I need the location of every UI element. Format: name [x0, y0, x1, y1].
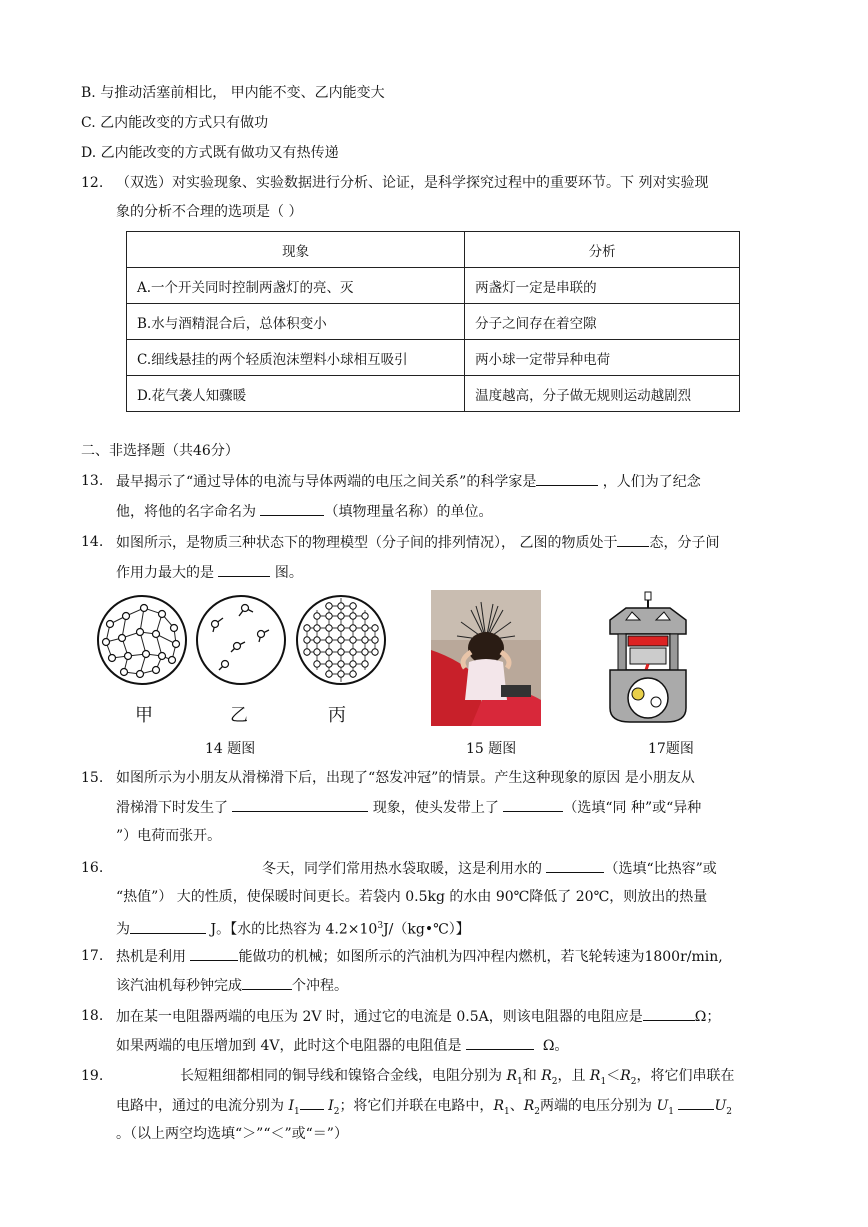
- answer-blank[interactable]: [130, 919, 206, 934]
- subscript: 2: [534, 1106, 540, 1117]
- q12-cell: B.水与酒精混合后，总体积变小: [127, 304, 465, 340]
- subscript: 1: [668, 1106, 674, 1117]
- subscript: 1: [600, 1076, 607, 1087]
- answer-blank[interactable]: [300, 1095, 324, 1110]
- q19-line1: [180, 1066, 734, 1092]
- q16-text: J。【水的比热容为 4.2×10: [210, 921, 378, 938]
- q18-text: 如果两端的电压增加到 4V，此时这个电阻器的电阻值是: [116, 1038, 462, 1054]
- r-symbol: R: [620, 1068, 631, 1084]
- table-row: [127, 376, 740, 412]
- q14-text: 作用力最大的是: [116, 565, 214, 581]
- q14-line1: [116, 532, 719, 553]
- q19-text: 、: [509, 1098, 524, 1114]
- q17-number: 17.: [81, 948, 104, 964]
- q19-text: ；将它们并联在电路中，: [339, 1098, 494, 1114]
- answer-blank[interactable]: [536, 471, 598, 486]
- figure-label-bing: 丙: [328, 705, 346, 726]
- q18-text: Ω；: [694, 1009, 721, 1025]
- q15-number: 15.: [81, 770, 104, 786]
- answer-blank[interactable]: [190, 946, 238, 961]
- option-c: C. 乙内能改变的方式只有做功: [81, 115, 269, 131]
- q17-line2: [116, 975, 348, 996]
- q15-text: 现象，使头发带上了: [372, 800, 499, 816]
- liquid-state-model-figure: [295, 594, 387, 686]
- table-row: [127, 340, 740, 376]
- answer-blank[interactable]: [678, 1095, 714, 1110]
- answer-blank[interactable]: [617, 532, 649, 547]
- q13-text: ，人们为了纪念: [602, 474, 701, 490]
- caption-figure-17: 17题图: [648, 741, 694, 757]
- q17-text: 个冲程。: [292, 978, 348, 994]
- q19-text: ，将它们串联在: [636, 1068, 735, 1084]
- subscript: 2: [630, 1076, 637, 1087]
- q14-number: 14.: [81, 534, 104, 550]
- q16-line3: [116, 916, 470, 940]
- q19-line3: 。（以上两空均选填“＞”“＜”或“＝”）: [116, 1126, 348, 1142]
- q16-text: J/（kg•℃）】: [383, 921, 470, 938]
- q12-cell: 两小球一定带异种电荷: [465, 340, 740, 376]
- q12-cell: 两盏灯一定是串联的: [465, 268, 740, 304]
- gas-state-model-figure: [195, 594, 287, 686]
- r-symbol: R: [493, 1098, 504, 1114]
- q16-text: （选填“比热容”或: [604, 861, 717, 877]
- subscript: 1: [517, 1076, 523, 1087]
- r-symbol: R: [523, 1098, 535, 1114]
- q15-line3: ”）电荷而张开。: [116, 828, 222, 844]
- subscript: 2: [726, 1106, 732, 1117]
- table-row: [127, 268, 740, 304]
- q13-number: 13.: [81, 473, 104, 489]
- q13-text: 他，将他的名字命名为: [116, 504, 256, 520]
- q17-text: 热机是利用: [116, 949, 186, 965]
- q17-text: 能做功的机械；如图所示的汽油机为四冲程内燃机，若飞轮转速为1800r/min,: [238, 949, 723, 965]
- subscript: 1: [503, 1106, 510, 1117]
- r-symbol: R: [506, 1068, 517, 1084]
- q18-line2: [116, 1035, 568, 1056]
- table-row: [127, 304, 740, 340]
- q19-number: 19.: [81, 1068, 104, 1084]
- q12-line2: 象的分析不合理的选项是（ ）: [116, 204, 303, 220]
- q16-text: 冬天，同学们常用热水袋取暖，这是利用水的: [262, 861, 542, 877]
- section-2-title: 二、非选择题（共46分）: [81, 443, 239, 459]
- q12-header-analysis: 分析: [465, 232, 740, 268]
- q19-text: 两端的电压分别为: [540, 1098, 652, 1114]
- subscript: 2: [551, 1076, 558, 1087]
- figure-label-yi: 乙: [230, 705, 248, 726]
- r-symbol: R: [589, 1068, 601, 1084]
- q18-number: 18.: [81, 1008, 104, 1024]
- q13-text: 最早揭示了“通过导体的电流与导体两端的电压之间关系”的科学家是: [116, 474, 537, 490]
- q12-cell: D.花气袭人知骤暖: [127, 376, 465, 412]
- answer-blank[interactable]: [242, 975, 292, 990]
- q16-exponent: 3: [377, 921, 384, 931]
- figure-label-jia: 甲: [135, 705, 153, 726]
- q14-text: 图。: [274, 565, 303, 581]
- u-symbol: U: [656, 1098, 669, 1114]
- q15-text: 滑梯滑下时发生了: [116, 800, 228, 816]
- q19-text: 长短粗细都相同的铜导线和镍铬合金线，电阻分别为: [180, 1068, 502, 1084]
- q12-cell: A.一个开关同时控制两盏灯的亮、灭: [127, 268, 465, 304]
- answer-blank[interactable]: [466, 1035, 534, 1050]
- q12-line1: （双选）对实验现象、实验数据进行分析、论证，是科学探究过程中的重要环节。下 列对实验现: [116, 175, 709, 191]
- q19-text: 电路中，通过的电流分别为: [116, 1098, 284, 1114]
- answer-blank[interactable]: [643, 1006, 695, 1021]
- answer-blank[interactable]: [218, 562, 270, 577]
- u-symbol: U: [714, 1098, 727, 1114]
- q12-header-phenomenon: 现象: [127, 232, 465, 268]
- q18-text: 加在某一电阻器两端的电压为 2V 时，通过它的电流是 0.5A，则该电阻器的电阻应是: [116, 1009, 643, 1025]
- q12-number: 12.: [81, 175, 104, 191]
- q19-line2: [116, 1095, 732, 1122]
- answer-blank[interactable]: [232, 797, 368, 812]
- q12-cell: 分子之间存在着空隙: [465, 304, 740, 340]
- q19-text: ＜: [606, 1068, 621, 1084]
- q19-text: ，且: [557, 1068, 586, 1084]
- q16-line1: [262, 858, 717, 879]
- q14-text: 如图所示，是物质三种状态下的物理模型（分子间的排列情况）， 乙图的物质处于: [116, 535, 618, 551]
- q13-line1: [116, 471, 701, 492]
- q14-line2: [116, 562, 303, 583]
- q18-text: Ω。: [542, 1038, 569, 1054]
- answer-blank[interactable]: [503, 797, 563, 812]
- q16-text: 为: [116, 921, 130, 938]
- q12-table: [126, 231, 740, 412]
- q17-text: 该汽油机每秒钟完成: [116, 978, 242, 994]
- subscript: 1: [293, 1106, 300, 1117]
- q12-cell: C.细线悬挂的两个轻质泡沫塑料小球相互吸引: [127, 340, 465, 376]
- answer-blank[interactable]: [260, 501, 324, 516]
- q15-line2: [116, 797, 701, 818]
- q18-line1: [116, 1006, 720, 1027]
- option-d: D. 乙内能改变的方式既有做功又有热传递: [81, 145, 339, 161]
- gasoline-engine-figure: [600, 590, 696, 726]
- q13-line2: [116, 501, 492, 522]
- q19-text: 和: [522, 1068, 537, 1084]
- solid-state-model-figure: [96, 594, 188, 686]
- i-symbol: I: [328, 1098, 334, 1114]
- q16-line2: “热值”） 大的性质，使保暖时间更长。若袋内 0.5kg 的水由 90℃降低了 20℃，则放出的热量: [116, 889, 708, 905]
- q17-line1: [116, 946, 723, 967]
- subscript: 2: [333, 1106, 340, 1117]
- q15-text: （选填“同 种”或“异种: [563, 800, 702, 816]
- answer-blank[interactable]: [546, 858, 604, 873]
- q14-text: 态，分子间: [649, 535, 720, 551]
- q15-line1: 如图所示为小朋友从滑梯滑下后，出现了“怒发冲冠”的情景。产生这种现象的原因 是小朋友从: [116, 770, 695, 786]
- i-symbol: I: [288, 1098, 294, 1114]
- caption-figure-15: 15 题图: [466, 741, 517, 757]
- r-symbol: R: [541, 1068, 552, 1084]
- q16-number: 16.: [81, 860, 104, 876]
- hair-standing-photo: [431, 590, 541, 726]
- caption-figure-14: 14 题图: [205, 741, 256, 757]
- option-b: B. 与推动活塞前相比， 甲内能不变、乙内能变大: [81, 85, 385, 101]
- q13-text: （填物理量名称）的单位。: [324, 504, 493, 520]
- q12-cell: 温度越高，分子做无规则运动越剧烈: [465, 376, 740, 412]
